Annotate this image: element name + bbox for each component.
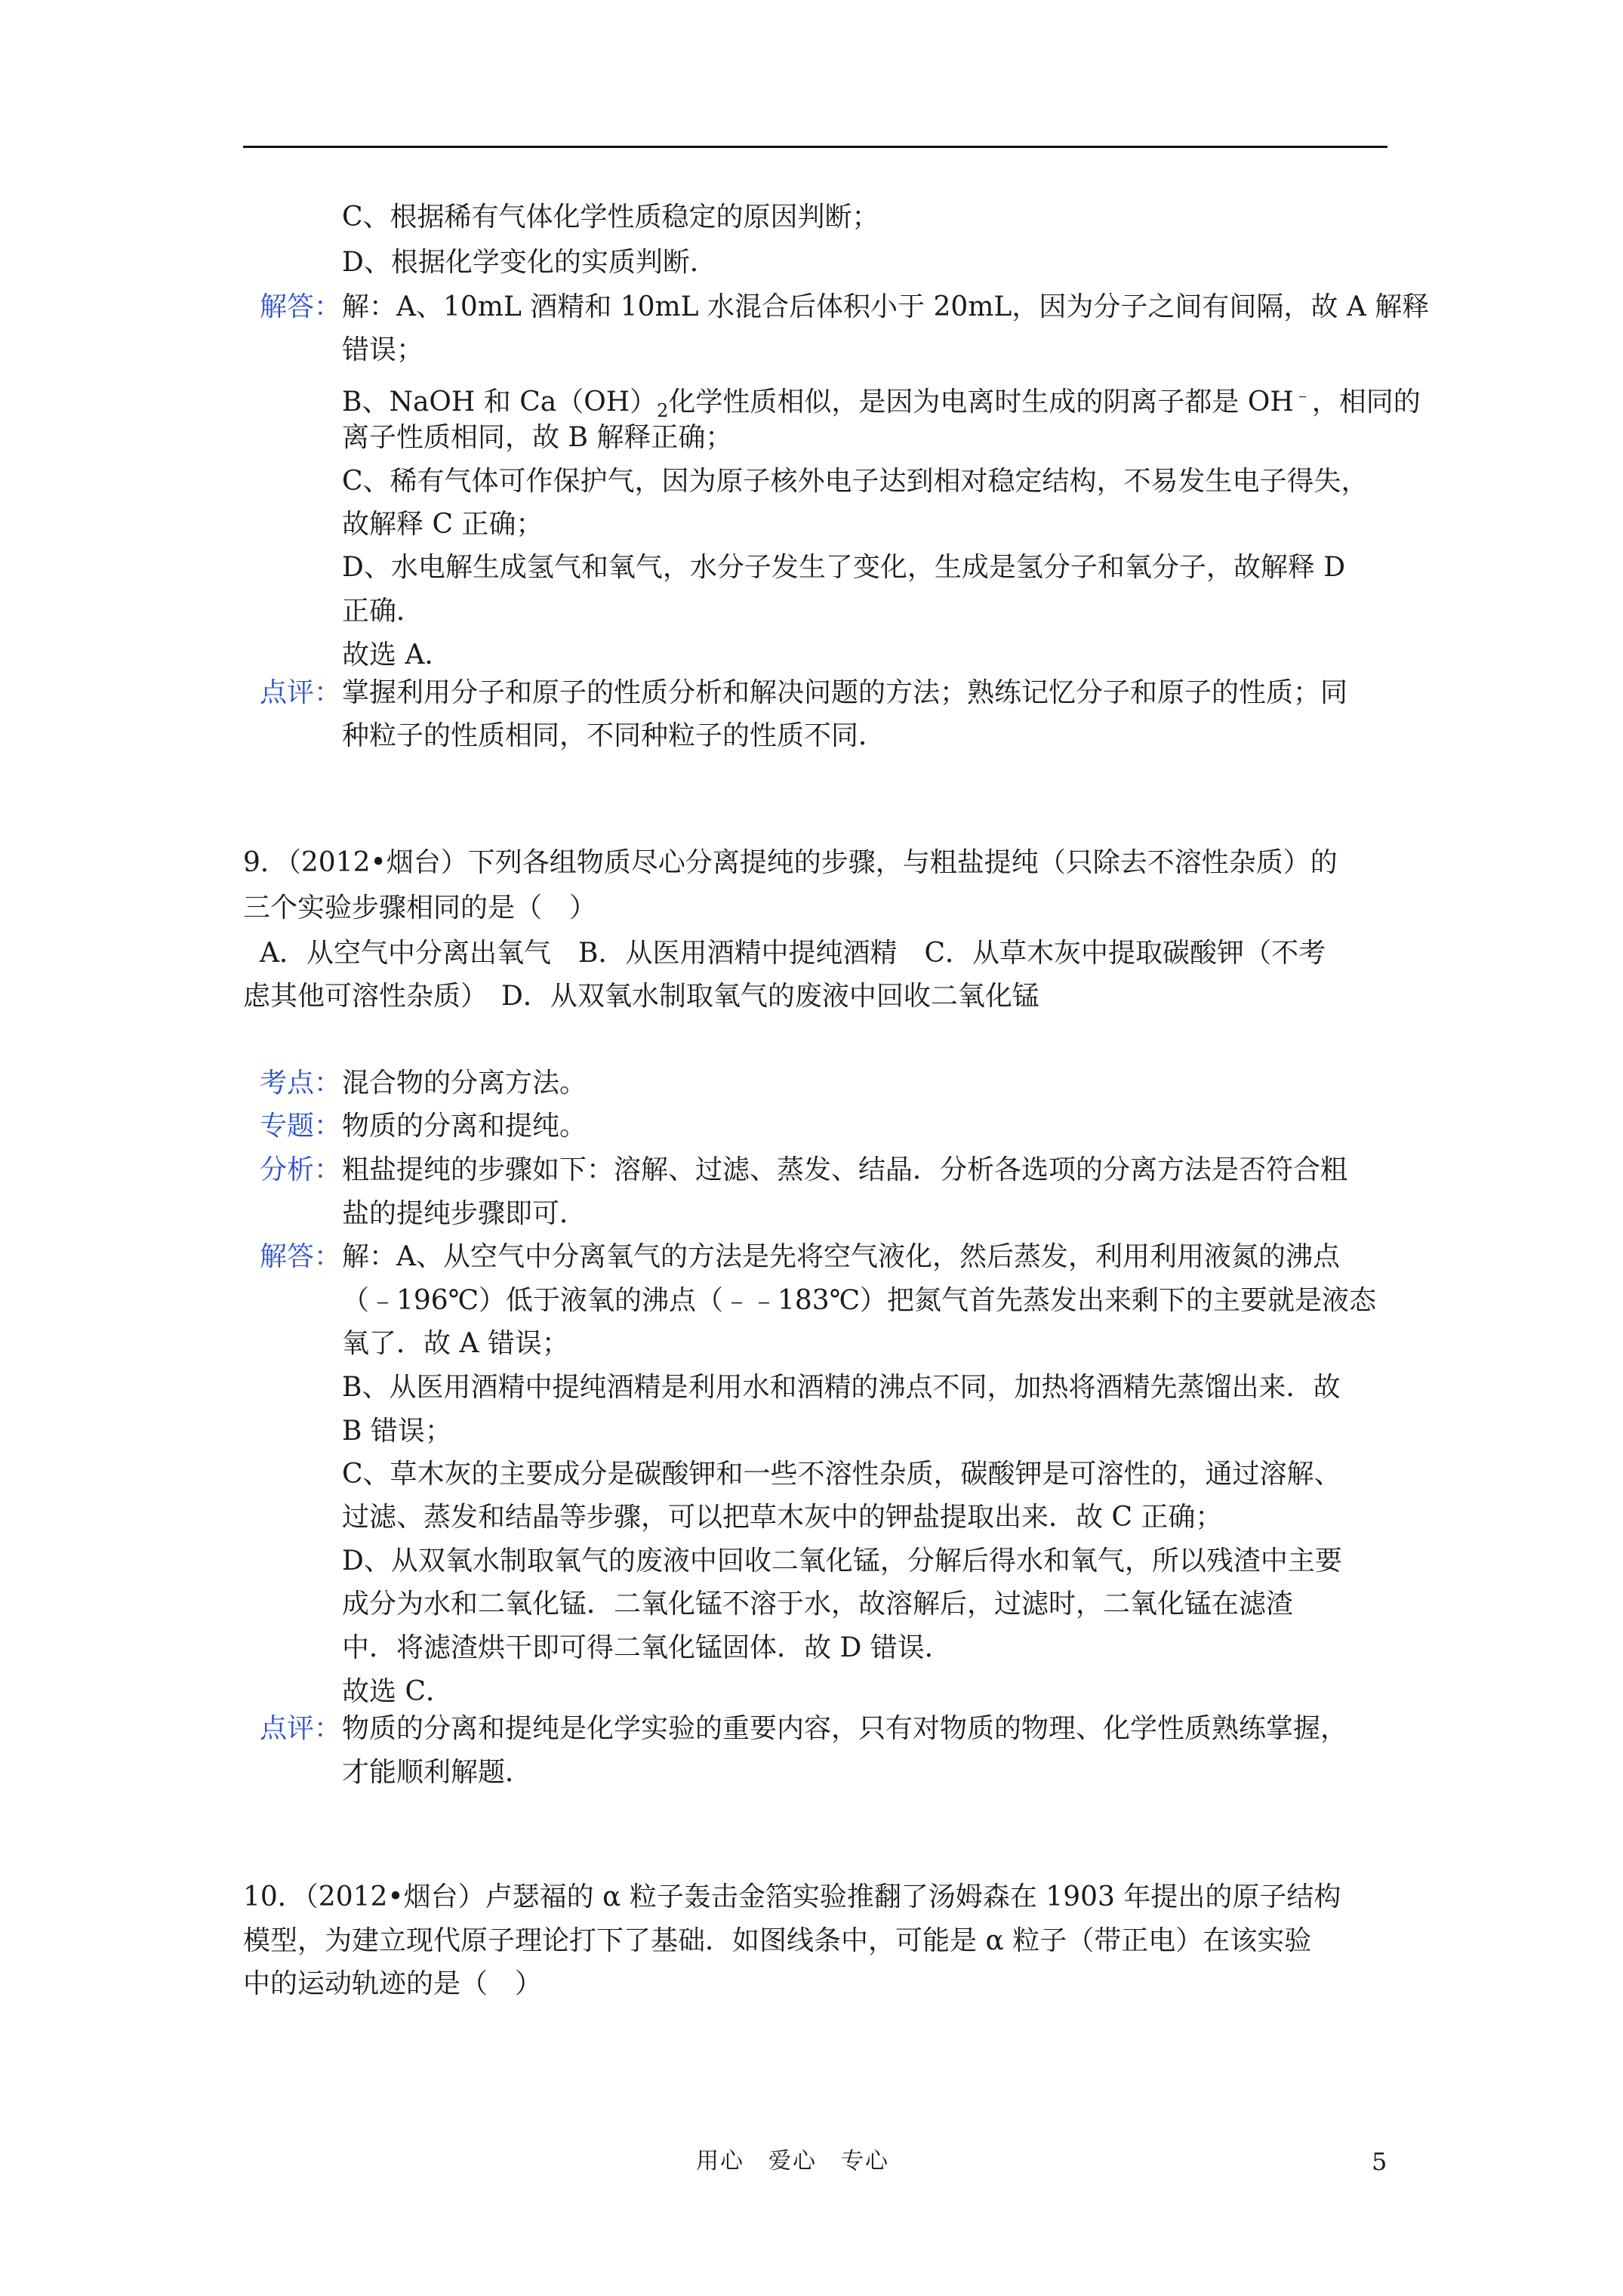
q9-zhuanti: 物质的分离和提纯。 xyxy=(342,1111,587,1142)
q9-fenxi-label: 分析： xyxy=(260,1154,342,1185)
q9-stem-line: 三个实验步骤相同的是（ ） xyxy=(243,892,597,923)
q9-answer-line: C、草木灰的主要成分是碳酸钾和一些不溶性杂质，碳酸钾是可溶性的，通过溶解、 xyxy=(342,1459,1341,1490)
q8-answer-line: 正确． xyxy=(342,596,424,627)
subscript-2: 2 xyxy=(657,400,669,422)
q9-fenxi-line: 盐的提纯步骤即可． xyxy=(342,1198,587,1229)
q9-comment-line: 才能顺利解题． xyxy=(342,1757,533,1788)
q9-stem-line: 9．（2012•烟台）下列各组物质尽心分离提纯的步骤，与粗盐提纯（只除去不溶性杂质）的 xyxy=(243,847,1338,878)
q9-fenxi-line: 粗盐提纯的步骤如下：溶解、过滤、蒸发、结晶．分析各选项的分离方法是否符合粗 xyxy=(342,1154,1348,1185)
q9-answer-line: 解：A、从空气中分离氧气的方法是先将空气液化，然后蒸发，利用利用液氮的沸点 xyxy=(342,1241,1340,1272)
q10-stem-line: 10．（2012•烟台）卢瑟福的 α 粒子轰击金箔实验推翻了汤姆森在 1903 年提出的原子结构 xyxy=(243,1881,1341,1912)
q8-answer-line: 解：A、10mL 酒精和 10mL 水混合后体积小于 20mL，因为分子之间有间隔，故 A 解释 xyxy=(342,291,1430,322)
q9-comment-line: 物质的分离和提纯是化学实验的重要内容，只有对物质的物理、化学性质熟练掌握， xyxy=(342,1713,1348,1744)
q8-comment-label: 点评： xyxy=(260,677,342,708)
header-rule xyxy=(243,146,1387,148)
q8-answer-line: C、稀有气体可作保护气，因为原子核外电子达到相对稳定结构，不易发生电子得失， xyxy=(342,466,1369,497)
q8-answer-line: 离子性质相同，故 B 解释正确； xyxy=(342,422,733,453)
q8-answer-line: 故解释 C 正确； xyxy=(342,509,544,540)
q10-stem-line: 模型，为建立现代原子理论打下了基础．如图线条中，可能是 α 粒子（带正电）在该实验 xyxy=(243,1925,1312,1956)
q9-answer-label: 解答： xyxy=(260,1241,342,1272)
q8-b-part3: ，相同的 xyxy=(1311,387,1421,418)
q9-answer-line: 过滤、蒸发和结晶等步骤，可以把草木灰中的钾盐提取出来．故 C 正确； xyxy=(342,1502,1223,1533)
q9-answer-line: 中．将滤渣烘干即可得二氧化锰固体．故 D 错误． xyxy=(342,1632,952,1663)
q8-answer-line: 故选 A． xyxy=(342,639,452,670)
q9-answer-line: D、从双氧水制取氧气的废液中回收二氧化锰，分解后得水和氧气，所以残渣中主要 xyxy=(342,1546,1342,1576)
superscript-minus: ﹣ xyxy=(1293,384,1312,405)
page-number: 5 xyxy=(1372,2147,1387,2176)
q9-answer-line: 故选 C． xyxy=(342,1676,453,1707)
q9-answer-line: B 错误； xyxy=(342,1416,452,1447)
q8-b-part2: 化学性质相似，是因为电离时生成的阴离子都是 OH xyxy=(668,387,1294,418)
q8-comment-line: 种粒子的性质相同，不同种粒子的性质不同． xyxy=(342,720,886,751)
q9-answer-line: 成分为水和二氧化锰．二氧化锰不溶于水，故溶解后，过滤时，二氧化锰在滤渣 xyxy=(342,1589,1294,1620)
q9-options-line: 虑其他可溶性杂质） D．从双氧水制取氧气的废液中回收二氧化锰 xyxy=(243,981,1039,1012)
q10-stem-line: 中的运动轨迹的是（ ） xyxy=(243,1968,543,1999)
q9-options-line: A．从空气中分离出氧气 B．从医用酒精中提纯酒精 C．从草木灰中提取碳酸钾（不考 xyxy=(260,938,1326,969)
q8-comment-line: 掌握利用分子和原子的性质分析和解决问题的方法；熟练记忆分子和原子的性质；同 xyxy=(342,677,1348,708)
footer-motto: 用心 爱心 专心 xyxy=(696,2148,889,2174)
q9-zhuanti-label: 专题： xyxy=(260,1111,342,1142)
q9-answer-line: 氧了．故 A 错误； xyxy=(342,1328,569,1359)
q8-answer-line: D、水电解生成氢气和氧气，水分子发生了变化，生成是氢分子和氧分子，故解释 D xyxy=(342,552,1346,583)
q8-analysis-c: C、根据稀有气体化学性质稳定的原因判断； xyxy=(342,202,879,233)
q9-kaodian: 混合物的分离方法。 xyxy=(342,1068,587,1099)
q9-answer-line: B、从医用酒精中提纯酒精是利用水和酒精的沸点不同，加热将酒精先蒸馏出来．故 xyxy=(342,1372,1341,1403)
q8-answer-label: 解答： xyxy=(260,291,342,322)
q9-comment-label: 点评： xyxy=(260,1713,342,1744)
q9-kaodian-label: 考点： xyxy=(260,1068,342,1099)
q9-answer-line: （﹣196℃）低于液氧的沸点（﹣﹣183℃）把氮气首先蒸发出来剩下的主要就是液态 xyxy=(342,1285,1376,1316)
q8-analysis-d: D、根据化学变化的实质判断． xyxy=(342,247,717,278)
q8-answer-line: 错误； xyxy=(342,334,424,365)
q8-b-part1: B、NaOH 和 Ca（OH） xyxy=(342,387,658,418)
